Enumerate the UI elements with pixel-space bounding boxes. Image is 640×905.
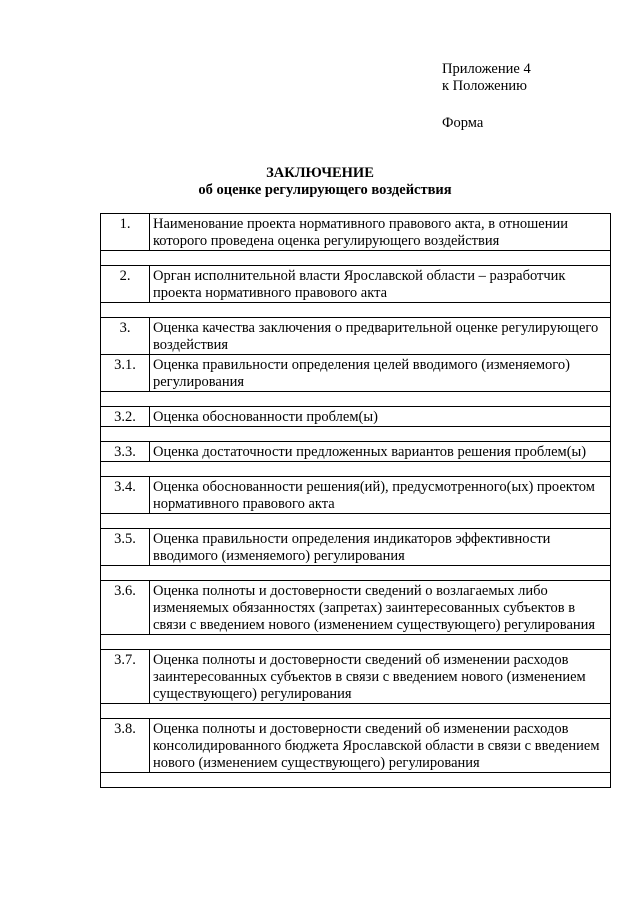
answer-row[interactable]: [101, 392, 611, 407]
row-label: Оценка правильности определения индикаторов эффективности вводимого (изменяемого) регулирования: [150, 529, 611, 566]
answer-row[interactable]: [101, 566, 611, 581]
document-title: [0, 165, 640, 199]
row-number: 3.4.: [101, 477, 150, 514]
table-row: [101, 477, 611, 514]
answer-cell[interactable]: [101, 704, 611, 719]
row-number: 3.6.: [101, 581, 150, 635]
row-label: Оценка полноты и достоверности сведений о возлагаемых либо изменяемых обязанностях (запретах) заинтересованных субъектов в связи с введением нового (изменением существующего) регулирования: [150, 581, 611, 635]
row-label: Орган исполнительной власти Ярославской области – разработчик проекта нормативного правового акта: [150, 266, 611, 303]
answer-row[interactable]: [101, 251, 611, 266]
answer-cell[interactable]: [101, 392, 611, 407]
row-label: Оценка обоснованности решения(ий), предусмотренного(ых) проектом нормативного правового акта: [150, 477, 611, 514]
appendix-reference: к Положению: [442, 78, 527, 94]
table-row: [101, 650, 611, 704]
row-label: Оценка полноты и достоверности сведений об изменении расходов заинтересованных субъектов в связи с введением нового (изменением существующего) регулирования: [150, 650, 611, 704]
title-main: ЗАКЛЮЧЕНИЕ: [266, 165, 374, 181]
table-row: [101, 442, 611, 462]
form-label: Форма: [442, 115, 484, 131]
answer-row[interactable]: [101, 462, 611, 477]
answer-row[interactable]: [101, 427, 611, 442]
table-row: [101, 266, 611, 303]
answer-cell[interactable]: [101, 427, 611, 442]
table-row: [101, 407, 611, 427]
answer-row[interactable]: [101, 514, 611, 529]
row-label: Оценка полноты и достоверности сведений об изменении расходов консолидированного бюджета Ярославской области в связи с введением нового (изменением существующего) регулирования: [150, 719, 611, 773]
row-label: Оценка правильности определения целей вводимого (изменяемого) регулирования: [150, 355, 611, 392]
table-row: [101, 355, 611, 392]
row-label: Оценка достаточности предложенных вариантов решения проблем(ы): [150, 442, 611, 462]
title-subtitle: об оценке регулирующего воздействия: [198, 182, 452, 198]
row-number: 3.1.: [101, 355, 150, 392]
answer-cell[interactable]: [101, 251, 611, 266]
table-row: [101, 318, 611, 355]
answer-cell[interactable]: [101, 514, 611, 529]
row-number: 3.2.: [101, 407, 150, 427]
answer-cell[interactable]: [101, 635, 611, 650]
row-label: Оценка качества заключения о предварительной оценке регулирующего воздействия: [150, 318, 611, 355]
row-number: 3.3.: [101, 442, 150, 462]
assessment-table-body: [101, 214, 611, 788]
row-number: 3.8.: [101, 719, 150, 773]
row-number: 1.: [101, 214, 150, 251]
assessment-table: [100, 213, 611, 788]
table-row: [101, 581, 611, 635]
appendix-label: Приложение 4: [442, 61, 531, 77]
row-label: Оценка обоснованности проблем(ы): [150, 407, 611, 427]
row-number: 2.: [101, 266, 150, 303]
appendix-header: [442, 61, 531, 132]
row-number: 3.5.: [101, 529, 150, 566]
table-row: [101, 529, 611, 566]
row-label: Наименование проекта нормативного правового акта, в отношении которого проведена оценка регулирующего воздействия: [150, 214, 611, 251]
answer-row[interactable]: [101, 773, 611, 788]
answer-cell[interactable]: [101, 303, 611, 318]
answer-row[interactable]: [101, 635, 611, 650]
table-row: [101, 719, 611, 773]
row-number: 3.7.: [101, 650, 150, 704]
answer-row[interactable]: [101, 303, 611, 318]
answer-cell[interactable]: [101, 566, 611, 581]
answer-cell[interactable]: [101, 462, 611, 477]
answer-row[interactable]: [101, 704, 611, 719]
row-number: 3.: [101, 318, 150, 355]
answer-cell[interactable]: [101, 773, 611, 788]
table-row: [101, 214, 611, 251]
